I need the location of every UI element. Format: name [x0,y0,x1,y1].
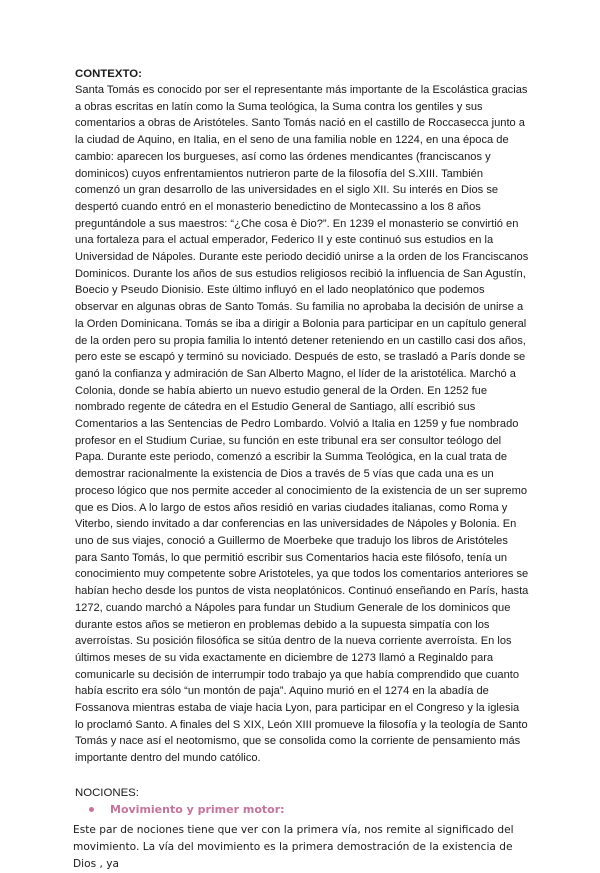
context-paragraph: Santa Tomás es conocido por ser el representante más importante de la Escolástica gracias a obras escritas en latín como la Suma teológica, la Suma contra los gentiles y sus comentarios a obras de Aristóteles. Santo Tomás nació en el castillo de Roccasecca junto a la ciudad de Aquino, en Italia, en el seno de una familia noble en 1224, en una época de cambio: aparecen los burgueses, así como las órdenes mendicantes (franciscanos y dominicos) cuyos enfrentamientos nutrieron parte de la filosofía del S.XIII. También comenzó un gran desarrollo de las universidades en el siglo XII. Su interés en Dios se despertó cuando entró en el monasterio benedictino de Montecassino a los 8 años preguntándole a sus maestros: “¿Che cosa è Dio?”. En 1239 el monasterio se convirtió en una fortaleza para el actual emperador, Federico II y este continuó sus estudios en la Universidad de Nápoles. Durante este periodo decidió unirse a la orden de los Franciscanos Dominicos. Durante los años de sus estudios religiosos recibió la influencia de San Agustín, Boecio y Pseudo Dionisio. Este último influyó en el lado neoplatónico que podemos observar en algunas obras de Santo Tomás. Su familia no aprobaba la decisión de unirse a la Orden Dominicana. Tomás se iba a dirigir a Bolonia para participar en un capítulo general de la orden pero su propia familia lo intentó detener reteniendo en un castillo casi dos años, pero este se escapó y terminó su noviciado. Después de esto, se trasladó a París donde se ganó la confianza y admiración de San Alberto Magno, el líder de la aristotélica. Marchó a Colonia, donde se había abierto un nuevo estudio general de la Orden. En 1252 fue nombrado regente de cátedra en el Estudio General de Santiago, allí escribió sus Comentarios a las Sentencias de Pedro Lombardo. Volvió a Italia en 1259 y fue nombrado profesor en el Studium Curiae, su función en este tribunal era ser consultor teólogo del Papa. Durante este periodo, comenzó a escribir la Summa Teológica, en la cual trata de demostrar racionalmente la existencia de Dios a través de 5 vías que cada una es un proceso lógico que nos permite acceder al conocimiento de la existencia de un ser supremo que es Dios. A lo largo de estos años residió en varias ciudades italianas, como Roma y Viterbo, siendo invitado a dar conferencias en las universidades de Nápoles y Bolonia. En uno de sus viajes, conoció a Guillermo de Moerbeke que tradujo los libros de Aristóteles para Santo Tomás, lo que permitió escribir sus Comentarios hacia este filósofo, tenía un conocimiento muy competente sobre Aristoteles, ya que todos los comentarios anteriores se habían hecho desde los puntos de vista neoplatónicos. Continuó enseñando en París, hasta 1272, cuando marchó a Nápoles para fundar un Studium Generale de los dominicos que durante estos años se metieron en problemas debido a la supuesta simpatía con los averroístas. Su posición filosófica se sitúa dentro de la nueva corriente averroísta. En los últimos meses de su vida exactamente en diciembre de 1273 llamó a Reginaldo para comunicarle su decisión de interrumpir todo trabajo ya que había comprendido que cuanto había escrito era sólo “un montón de paja”. Aquino murió en el 1274 en la abadía de Fossanova mientras estaba de viaje hacia Lyon, para participar en el Congreso y la iglesia lo proclamó Santo. A finales del S XIX, León XIII promueve la filosofía y la teología de Santo Tomás y nace así el neotomismo, que se consolida como la corriente de pensamiento más importante dentro del mundo católico. [75,84,529,765]
notion-bullet-item [89,802,530,818]
bullet-icon [89,807,94,812]
notion-paragraph: Este par de nociones tiene que ver con la primera vía, nos remite al significado del movimiento. La vía del movimiento es la primera demostración de la existencia de Dios , ya [73,823,514,870]
context-heading: CONTEXTO: [75,68,142,80]
section-spacer [75,767,530,785]
notions-heading: NOCIONES: [75,786,139,799]
notion-title: Movimiento y primer motor: [110,802,285,816]
